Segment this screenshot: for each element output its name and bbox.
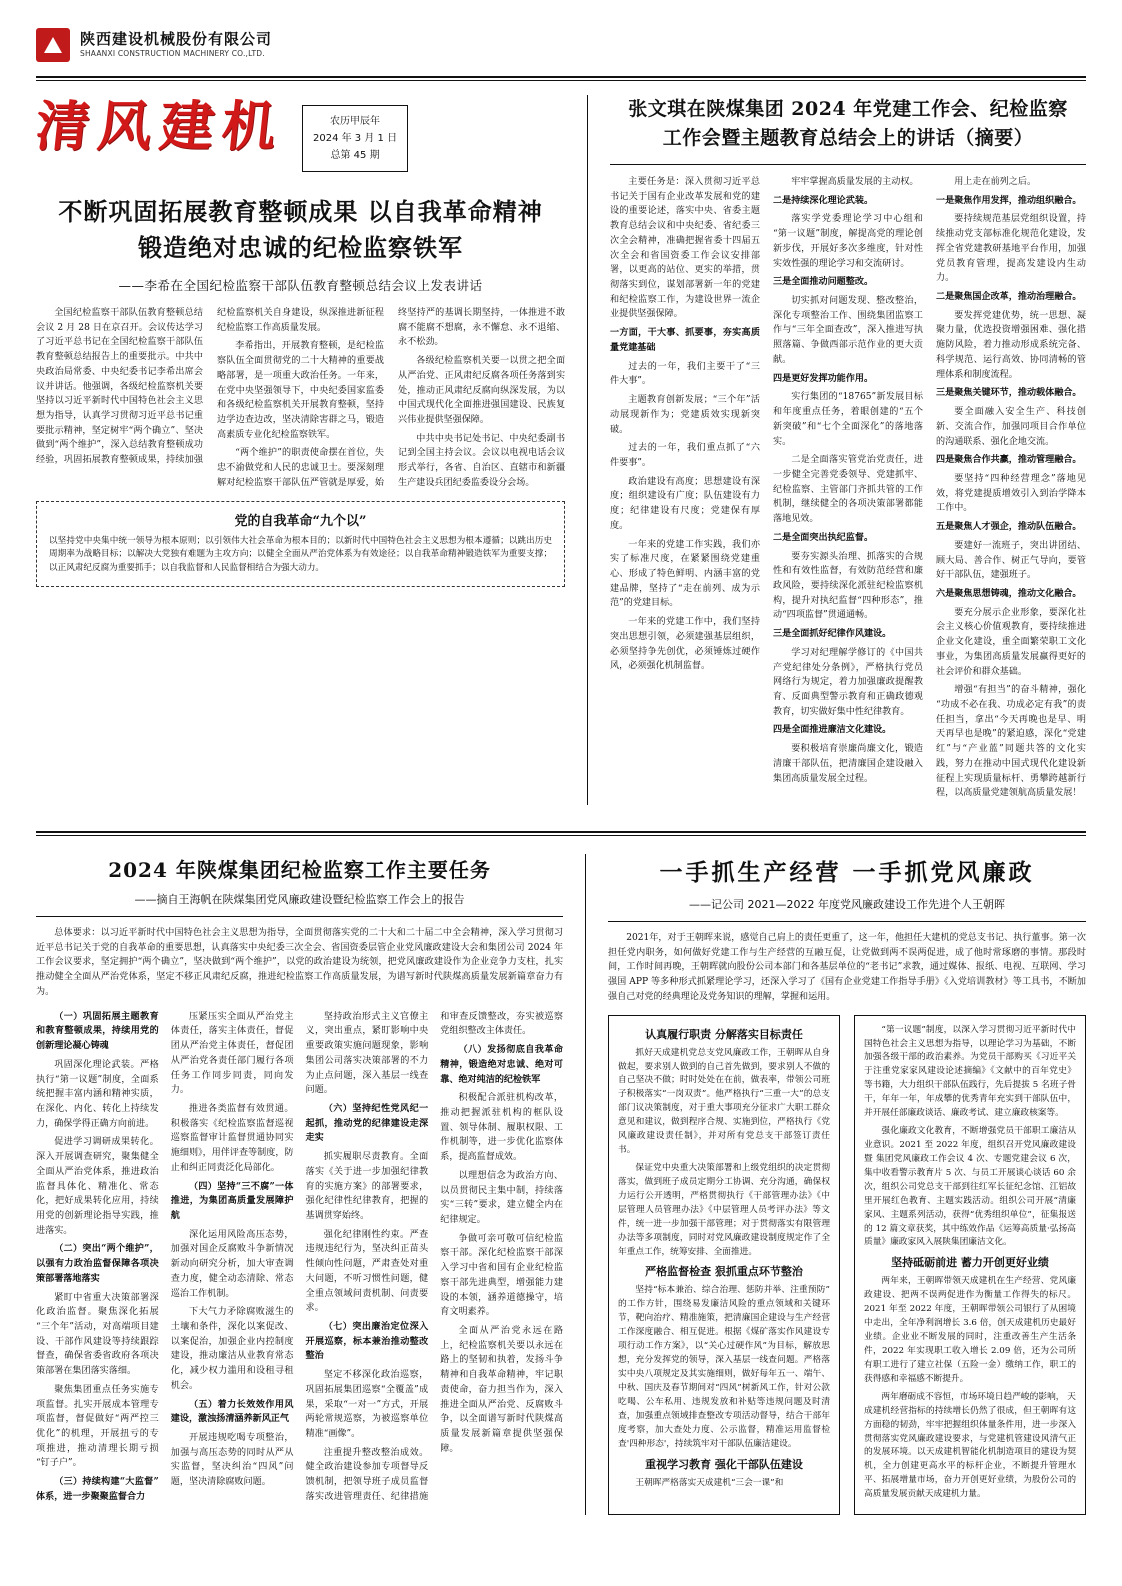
paragraph: 要充分展示企业形象，要深化社会主义核心价值观教育，要持续推进企业文化建设，重全面繁荣职工文化事业，为集团高质量发展赢得更好的社会评价和群众基础。: [936, 607, 1086, 677]
column-divider-bottom: [585, 854, 586, 1515]
lead-headline-line2: 锻造绝对忠诚的纪检监察铁军: [138, 233, 464, 262]
paragraph-head: 六是聚焦思想铸魂，推动文化融合。: [936, 587, 1082, 599]
paragraph: 坚持“标本兼治、综合治理、惩防并举、注重预防”的工作方针，围绕易发廉洁风险的重点领域和关键环节，靶向治疗、精准施策，把清廉国企建设与生产经营工作深度融合、相互促进。根据《煤矿落实作风建设专项行动工作方案》，以“关心过硬作风”为目标，解放思想，充分发挥党的领导，深入基层一线查问题。严格落实中央八项规定及其实施细则，做好每年五一、端午、中秋、国庆及春节期间对“四风”树新风工作，针对公款吃喝、公车私用、违规发放和补贴等违规问题及时清查，加强重点领域排查整改专项活动督导，结合干部年度考察，加大查处力度、公示监督，精准运用监督检查'四种形态'，持续筑牢对干部队伍廉洁建设。: [618, 1285, 830, 1449]
speech-rule: [610, 164, 1086, 165]
paragraph: 要夯实源头治理、抓落实的合规性和有效性监督，有效防范经营和廉政风险，要持续深化派驻纪检监察机构，提升对执纪监督“四种形态”，推动“四项监督”贯通通畅。: [773, 551, 923, 621]
paragraph: 主要任务是：深入贯彻习近平总书记关于国有企业改革发展和党的建设的重要论述，落实中央、省委主题教育总结会议和中央纪委、省纪委三次全会精神，准确把握省委十四届五次全会和省国资委工作会议安排部署，以更高的站位、更实的举措，贯彻落实到位，谋划部署新一年的党建和纪检监察工作，为建设世界一流企业提供坚强保障。: [610, 177, 760, 320]
paragraph: 用上走在前列之后。: [954, 177, 1037, 187]
paragraph: 二是全面落实管党治党责任，进一步健全完善党委领导、党建抓牢、纪检监察、主管部门齐抓共管的工作机制，继续健全的各项决策部署都能落地见效。: [773, 455, 923, 525]
paragraph-head: 四是聚焦合作共赢，推动管理融合。: [936, 454, 1082, 466]
lead-headline-line1: 不断巩固拓展教育整顿成果 以自我革命精神: [58, 197, 543, 226]
paragraph: 政治建设有高度；思想建设有深度；组织建设有广度；队伍建设有力度；纪律建设有尺度；党建保有厚度。: [610, 476, 760, 531]
task-subhead: ——摘自王海帆在陕煤集团党风廉政建设暨纪检监察工作会上的报告: [134, 893, 465, 907]
column-divider: [587, 95, 588, 805]
paragraph: 要建好一流班子，突出讲团结、顾大局、善合作、树正气导向，要管好干部队伍，建强班子。: [936, 540, 1086, 581]
paragraph: 一年来的党建工作实践，我们亦实了标准尺度，在紧紧围绕党建重心、形成了特色鲜明、内涵丰富的党建品牌，坚持了“走在前列、成为示范”的党建目标。: [610, 539, 760, 609]
feature-subhead: ——记公司 2021—2022 年度党风廉政建设工作先进个人王朝晖: [689, 898, 1005, 912]
paragraph: 落实学党委理论学习中心组和“第一议题”制度，解提高党的理论创新步伐，开展好多次多维度，针对性实效性强的理论学习和交流研讨。: [773, 214, 923, 269]
paragraph: 李希指出，开展教育整顿，是纪检监察队伍全面贯彻党的二十大精神的重要战略部署，是一项重大政治任务。一年来，在党中央坚强领导下，中央纪委国家监委和各级纪检监察机关开展教育整顿，坚持边学边查边改，坚决清除害群之马，锻造高素质专业化纪检监察铁军。: [217, 341, 385, 440]
paragraph: 抓实履职尽责教育。全面落实《关于进一步加强纪律教育的实施方案》的部署要求，强化纪律性纪律教育，把握的基调贯穿始终。: [305, 1152, 429, 1221]
lead-subhead: ——李希在全国纪检监察干部队伍教育整顿总结会议上发表讲话: [118, 278, 483, 293]
paragraph: 强化廉政文化教育，不断增强党员干部职工廉洁从业意识。2021 至 2022 年度，组织召开党风廉政建设 暨 集团党风廉政工作会议 4 次、专题党建会议 6 次，集中收看警示教育片 5 次、与员工开展谈心谈话 60 余次，组织公司党总支干部到往红军长征纪念馆、江铝故里开展红色教育、主题实践活动。组织公司开展“清廉家风、主题系列活动，获得“优秀组织单位”，征集报送的 12 篇文章获奖，其中练效作品《运筹高质量·弘扬高质量》廉政家风入展陕集团廉洁文化。: [864, 1126, 1076, 1248]
feature-intro: 2021年，对于王朝晖来说，感觉自己肩上的责任更重了，这一年，他担任大建机的党总支书记、执行董事。第一次担任党内职务，如何做好党建工作与生产经营的互融互促，让党做到两不误两促进，成了他时常琢磨的事情。那段时间，工作时间再晚，王朝晖就向股份公司本部门和各基层单位的“老书记”求教，通过媒体、报纸、电视、互联网、学习强国 APP 等多种形式抓紧理论学习，还深入学习了《国有企业党建工作指导手册》《入党培训教材》等工具书，不断加强自己对党的经典理论及党务知识的理解，掌握和运用。: [608, 933, 1086, 1002]
paragraph: 聚焦集团重点任务实施专项监督。扎实开展成本管理专项监督，督促做好“两严控三优化”的机理，开展扭亏的专项推进，推动清理长期亏损“钉子户”。: [36, 1384, 159, 1469]
section-title: （八）发扬彻底自我革命精神，锻造绝对忠诚、绝对可靠、绝对纯洁的纪检铁军: [440, 1044, 563, 1085]
self-revolution-box: [36, 501, 565, 587]
section-title: （三）持续构建“大监督”体系，进一步聚聚监督合力: [36, 1476, 159, 1502]
paragraph: 中共中央书记处书记、中央纪委副书记到全国主持会议。会议以电视电话会议形式举行，各省、自治区、直辖市和新疆生产建设兵团纪委监委设分会场。: [398, 433, 566, 488]
paragraph: 以理想信念为政治方向、以员贯彻民主集中制，持续落实“三转”要求，建立健全内在纪律规定。: [440, 1170, 563, 1225]
paragraph: 过去的一年，我们主要干了“三件大事”。: [610, 361, 760, 387]
paragraph: 一年来的党建工作中，我们坚持突出思想引领，必须建强基层组织，必须坚持争先创优，必须锤炼过硬作风，必须强化机制监督。: [610, 617, 760, 672]
feature-headline: 一手抓生产经营 一手抓党风廉政: [659, 859, 1035, 887]
paragraph: 全国纪检监察干部队伍教育整顿总结会议 2 月 28 日在京召开。会议传达学习了习近平总书记在全国纪检监察干部队伍教育整顿总结报告上的重要批示。中共中央政治局常委、中央纪委书记李希出席会议并讲话。他强调，各级纪检监察机关要坚持以习近平新时代中国特色社会主义思想为指导，认真学习贯彻习近平总书记重要批示精神，坚定树牢“两个确立”、坚决做到“两个维护”，深入总结教育整顿成功经验，巩固拓展教育整顿成果，持续加强纪检监察机关自身建设，纵深推进新征程纪检监察工作高质量发展。: [36, 308, 385, 466]
issue-number: 总第 45 期: [330, 150, 380, 161]
paragraph: 王朝晖严格落实天成建机“三会一课”和: [635, 1477, 784, 1488]
company-logo-icon: [36, 28, 70, 62]
feature-panels: [608, 1015, 1086, 1516]
paragraph: 紧盯中省重大决策部署深化政治监督。聚焦深化拓展“三个年”活动，对高端项目建设、干部作风建设等持续跟踪督查，确保省委省政府各项决策部署在集团落实落细。: [36, 1292, 159, 1377]
panel-heading: 认真履行职责 分解落实目标责任: [645, 1027, 803, 1041]
paragraph: 下大气力矛除腐败滋生的土壤和条件，深化以案促改、以案促治，加强企业内控制度建设，推动廉洁从业教育常态化，减少权力滥用和设租寻租机会。: [170, 1307, 294, 1391]
paragraph-head: 二是持续深化理论武装。: [773, 194, 874, 206]
paragraph: 注重提升整改整治成效。健全政治建设参加专项督导反馈机制，把领导班子成员监督落实改进管理责任、纪律措施和审查反馈整改，夯实被巡察党组织整改主体责任。: [305, 1011, 563, 1502]
section-title: （一）巩固拓展主题教育和教育整顿成果，持续用党的创新理论凝心铸魂: [36, 1010, 159, 1052]
speech-headline: [610, 95, 1086, 152]
paragraph: 增强“有担当”的奋斗精神，强化“功成不必在我、功成必定有我”的责任担当，拿出“今天再晚也是早、明天再早也是晚”的紧迫感，深化“党建红”与“产业蓝”同题共答的文化实践，努力在推动中国式现代化建设新征程上实现质量标杆、勇攀跨越新行程，以高质量党建领航高质量发展！: [936, 685, 1086, 799]
paragraph: 压紧压实全面从严治党主体责任，落实主体责任，督促团从严治党主体责任，督促团从严治党各责任部门履行各项任务工作同步同责，同向发力。: [170, 1011, 294, 1096]
paragraph: 抓好天成建机党总支党风廉政工作，王朝晖从自身做起，要求别人做到的自己首先做到，要求别人不做的自己坚决不做；时时处处在在前，做表率，带领公司班子积极落实“一岗双责”。他严格执行“三重一大”的总支部门议决策制度，对于重大事项充分征求广大职工群众意见和建议，做到程序合规、实施到位，严格执行《党风廉政建设责任制》，并对所有党总支干部签订责任书。: [618, 1047, 830, 1156]
task-article: [36, 854, 563, 1515]
task-sections: [36, 1010, 563, 1505]
paragraph-head: 三是聚焦关键环节，推动载体融合。: [936, 387, 1082, 399]
paragraph: 牢牢掌握高质量发展的主动权。: [791, 177, 919, 187]
paragraph: 要坚持“四种经营理念”落地见效，将党建提质增效引入到治学降本工作中。: [936, 473, 1086, 514]
paragraph: 要积极培育崇廉尚廉文化，锻造清廉干部队伍，把清廉国企建设融入集团高质量发展全过程。: [773, 744, 923, 784]
paragraph: 要持续规范基层党组织设置，持续推动党支部标准化规范化建设，发挥全省党建教研基地平台作用，加强党员教育管理，提高发建设内生动力。: [936, 214, 1086, 284]
paragraph: 促进学习调研成果转化。深入开展调查研究，聚集健全全面从严治党体系，推进政治监督具体化、精准化、常态化，把好成果转化应用，持续用党的创新理论指导实践，推进落实。: [36, 1137, 159, 1236]
paragraph: 过去的一年，我们重点抓了“六件要事”。: [610, 443, 760, 468]
box-title: 党的自我革命“九个以”: [234, 513, 367, 529]
paragraph: 推进各类监督有效贯通。积极落实《纪检监察监督巡视巡察监督审计监督贯通协同实施细则》，用伴评查等制度，防止和纠正同责泛化局部化。: [170, 1103, 294, 1173]
section-divider-thin: [36, 835, 1086, 836]
issue-box: [302, 105, 408, 172]
paragraph-head: 四是全面推进廉洁文化建设。: [773, 724, 892, 736]
panel-heading: 坚持砥砺前进 蓄力开创更好业绩: [891, 1256, 1049, 1270]
paragraph: 两年磨砺成不容恒，市场环境日趋严峻的影响， 天成建机经营指标的持续增长仍然了很成，但王朝晖有这方面稳的韧劲，牢牢把握组织体量条件用，进一步深入贯彻落实党风廉政建设要求，与党建机管建设风清气正的发展环境。以天成建机智能化机制造项目的建设为契机，全力创建更高水平的标杆企业，不断提升管理水平、拓展增量市场，奋力开创更好业绩，为股份公司的高质量发展贡献天成建机力量。: [864, 1391, 1076, 1500]
masthead-rule-thin: [36, 80, 1086, 81]
date-gregorian: 2024 年 3 月 1 日: [313, 133, 398, 144]
paragraph: “两个维护”的职责使命摆在首位，失忠不渝做党和人民的忠诚卫士。要深刻理解对纪检监察干部队伍严管就是厚爱，始终坚持严的基调长期坚持，一体推进不敢腐不能腐不想腐，永不懈怠、永不退缩、永不松劲。: [217, 308, 566, 488]
lead-headline: [36, 194, 565, 266]
paragraph: 坚持政治形式主义官僚主义，突出重点，紧盯影响中央重要政策实施问题现象，影响集团公司落实决策部署的不力为止点问题，深入基层一线查问题。: [305, 1011, 429, 1096]
section-title: （六）坚持纪性党风纪一起抓，推动党的纪律建设走深走实: [305, 1102, 429, 1144]
paragraph: 主题教育创新发展；“三个年”活动展现新作为；党建质效实现新突破。: [610, 395, 760, 435]
paragraph-head: 二是聚焦国企改革，推动治理融合。: [936, 291, 1082, 303]
paragraph-head: 四是更好发挥功能作用。: [773, 372, 874, 384]
paragraph-head: 三是全面抓好纪律作风建设。: [773, 628, 892, 640]
feature-article: [608, 854, 1086, 1515]
masthead: [36, 28, 1086, 70]
paragraph: 要发挥党建优势，统一思想、凝聚力量，优选投资增强困难、强化措施防风险，着力推动形成系统完备、科学规范、运行高效、协同清畅的管理体系和制度流程。: [936, 310, 1086, 380]
paragraph: 强化纪律刚性约束。严查违规违纪行为，坚决纠正苗头性倾向性问题，严肃查处对重大问题，不听习惯性问题，健全重点领域问责机制、问责要求。: [305, 1229, 429, 1314]
panel-heading: 严格监督检查 狠抓重点环节整治: [645, 1265, 803, 1279]
paragraph: 实行集团的“18765”新发展目标和年度重点任务，着眼创建的“五个新突破”和“七个全面深化”的落地落实。: [773, 392, 923, 447]
paragraph-head: 一方面，干大事、抓要事，夯实高质量党建基础: [610, 327, 760, 353]
speech-body: [610, 175, 1086, 805]
feature-rule: [608, 921, 1086, 922]
paragraph: 积极配合派驻机构改革，推动把握派驻机构的框队设置、领导体制、履职权限、工作机制等，进一步优化监察体系，提高监督成效。: [440, 1093, 563, 1163]
task-rule: [36, 916, 563, 917]
section-title: （四）坚持“三不腐”一体推进，为集团高质量发展障护航: [170, 1180, 294, 1221]
paragraph: 争做可亲可敬可信纪检监察干部。深化纪检监察干部深入学习中省和国有企业纪检监察干部先进典型，增强能力建设的本领，涵养道德操守，培育文明素养。: [440, 1233, 563, 1318]
task-headline: 2024 年陕煤集团纪检监察工作主要任务: [108, 858, 491, 883]
company-name-en: SHAANXI CONSTRUCTION MACHINERY CO.,LTD.: [80, 49, 265, 59]
top-region: [32, 94, 1086, 805]
paragraph: 切实抓对问题发现、整改整治，深化专项整治工作、围绕集团监察工作与“三年全面查改”，深入推进写执照落篇、争做西部示范作业的更大贡献。: [773, 296, 923, 365]
paragraph: 全面从严治党永远在路上，纪检监察机关要以永远在路上的坚韧和执着，发扬斗争精神和自我革命精神，牢记职责使命，奋力担当作为，深入推进全面从严治党、反腐败斗争，以全面谱写新时代陕煤高质量发展新篇章提供坚强保障。: [440, 1326, 563, 1454]
paragraph: 保证党中央重大决策部署和上级党组织的决定贯彻落实，做到班子成员定期分工协调、充分沟通，确保权力运行公开透明，严格贯彻执行《干部管理办法》《中层管理人员管理办法》《中层管理人员考评办法》等文件，统一进一步加强干部管理；对于贯彻落实有限管理办法等多项制度，同时对党风廉政建设制度规定作了全年重点工作，统筹安排、全面推进。: [618, 1163, 830, 1257]
right-column: [610, 95, 1086, 805]
lead-body: [36, 306, 565, 491]
speech-headline-line2: 工作会暨主题教育总结会上的讲话（摘要）: [662, 126, 1034, 149]
box-body: 以坚持党中央集中统一领导为根本原则；以引领伟大社会革命为根本目的；以新时代中国特色社会主义思想为根本遵循；以跳出历史周期率为战略目标；以解决大党独有难题为主攻方向；以健全全面从严治党体系为有效途径；以自我革命精神锻造铁军为重要支撑；以正风肃纪反腐为重要抓手；以自我监督和人民监督相结合为强大动力。: [49, 535, 553, 574]
paragraph: 各级纪检监察机关要一以贯之把全面从严治党、正风肃纪反腐各项任务落到实处，推动正风肃纪反腐向纵深发展，为以中国式现代化全面推进强国建设、民族复兴伟业提供坚强保障。: [398, 356, 566, 426]
task-intro: 总体要求：以习近平新时代中国特色社会主义思想为指导，全面贯彻落实党的二十大和二十届二中全会精神，深入学习贯彻习近平总书记关于党的自我革命的重要思想，认真落实中央纪委三次全会、省国资委层管企业党风廉政建设大会和集团公司 2024 年工作会议要求，坚定拥护“两个确立”，坚决做到“两个维护”，以党的政治建设为统领，把党风廉政建设作为企业竞争力支柱，扎实推动健全全面从严治党体系，坚定不移正风肃纪反腐，推进纪检监察工作高质量发展，为谱写新时代陕煤高质量发展新篇章奋力有为。: [36, 928, 564, 997]
speech-headline-line1: 张文琪在陕煤集团 2024 年党建工作会、纪检监察: [628, 98, 1068, 120]
paragraph: 巩固深化理论武装。严格执行“第一议题”制度，全面系统把握丰富内涵和精神实质，在深化、内化、转化上持续发力，确保学得正确方向前进。: [36, 1059, 159, 1129]
section-title: （五）着力长效效作用风建设，激浊扬清涵养新风正气: [170, 1398, 294, 1425]
paragraph-head: 三是全面推动问题整改。: [773, 276, 874, 288]
section-divider: [36, 831, 1086, 833]
bottom-region: [36, 854, 1086, 1515]
panel-heading: 重视学习教育 强化干部队伍建设: [645, 1457, 803, 1471]
section-title: （二）突出“两个维护”，以强有力政治监督保障各项决策部署落地落实: [36, 1243, 159, 1284]
paragraph: 开展违规吃喝专项整治，加强与高压态势的同时从严从实监督，坚决纠治“四风”问题，坚决清除腐败问题。: [170, 1433, 294, 1488]
company-name-cn: 陕西建设机械股份有限公司: [80, 30, 273, 49]
paragraph-head: 二是全面突出执纪监督。: [773, 531, 874, 543]
paragraph: 坚定不移深化政治巡察，巩固拓展集团巡察“全覆盖”成果，采取“一对一”方式，开展两轮常规巡察，为被巡察单位精准“画像”。: [305, 1370, 429, 1440]
paragraph: 深化运用风险高压态势，加强对国企反腐败斗争新情况新动向研究分析，加大审查调查力度，健全动态清除、常态巡治工作机制。: [170, 1229, 294, 1299]
section-title: （七）突出廉治定位深入开展巡察，标本兼治推动整改整治: [305, 1321, 429, 1362]
paragraph: “第一议题”制度，以深入学习贯彻习近平新时代中国特色社会主义思想为指导，以理论学习为基础，不断加强各级干部的政治素养。为党员干部购买《习近平关于注重党家家风建设论述摘编》《文献中的百年党史》等书籍，大力组织干部队伍践行，先后提拔 5 名班子骨干，年年一年，年成攀的优秀青年充实到干部队伍中，并开展任部廉政谈话、廉政考试、建立廉政核案等。: [864, 1024, 1076, 1119]
company-name-block: [80, 31, 272, 59]
paragraph-head: 一是聚焦作用发挥，推动组织融合。: [936, 194, 1082, 206]
paragraph: 学习对纪理解学修订的《中国共产党纪律处分条例》，严格执行党员网络行为规定，着力加强廉政提醒教育、反面典型警示教育和正确政德观教育，切实做好集中性纪律教育。: [773, 647, 923, 717]
masthead-rule: [36, 76, 1086, 78]
nameplate: [32, 94, 565, 172]
date-lunar: 农历甲辰年: [330, 116, 381, 127]
paper-title: 清风建机: [32, 94, 288, 158]
paragraph: 要全面融入安全生产、科技创新、交流合作，加强同项目合作单位的沟通联系、强化企地交流。: [936, 407, 1086, 447]
feature-panel-left: [608, 1015, 840, 1516]
feature-panel-right: [854, 1015, 1086, 1516]
left-column: [32, 94, 566, 805]
paragraph-head: 五是聚焦人才强企，推动队伍融合。: [936, 521, 1082, 533]
paragraph: 两年来，王朝晖带领天成建机在生产经营、党风廉政建设、把两不误两促进作为衡量工作得失的标尺。2021 年至 2022 年度，王朝晖带领公司银行了从困境中走出，全年净利润增长 3.6 倍，创天成建机历史最好业绩。企业业不断发展的同时，注重改善生产生活条件，2022 年实现职工收入增长 2.09 倍，还为公司所有职工进行了建立社保（五险一金）缴纳工作，职工的获得感和幸福感不断提升。: [864, 1276, 1076, 1384]
